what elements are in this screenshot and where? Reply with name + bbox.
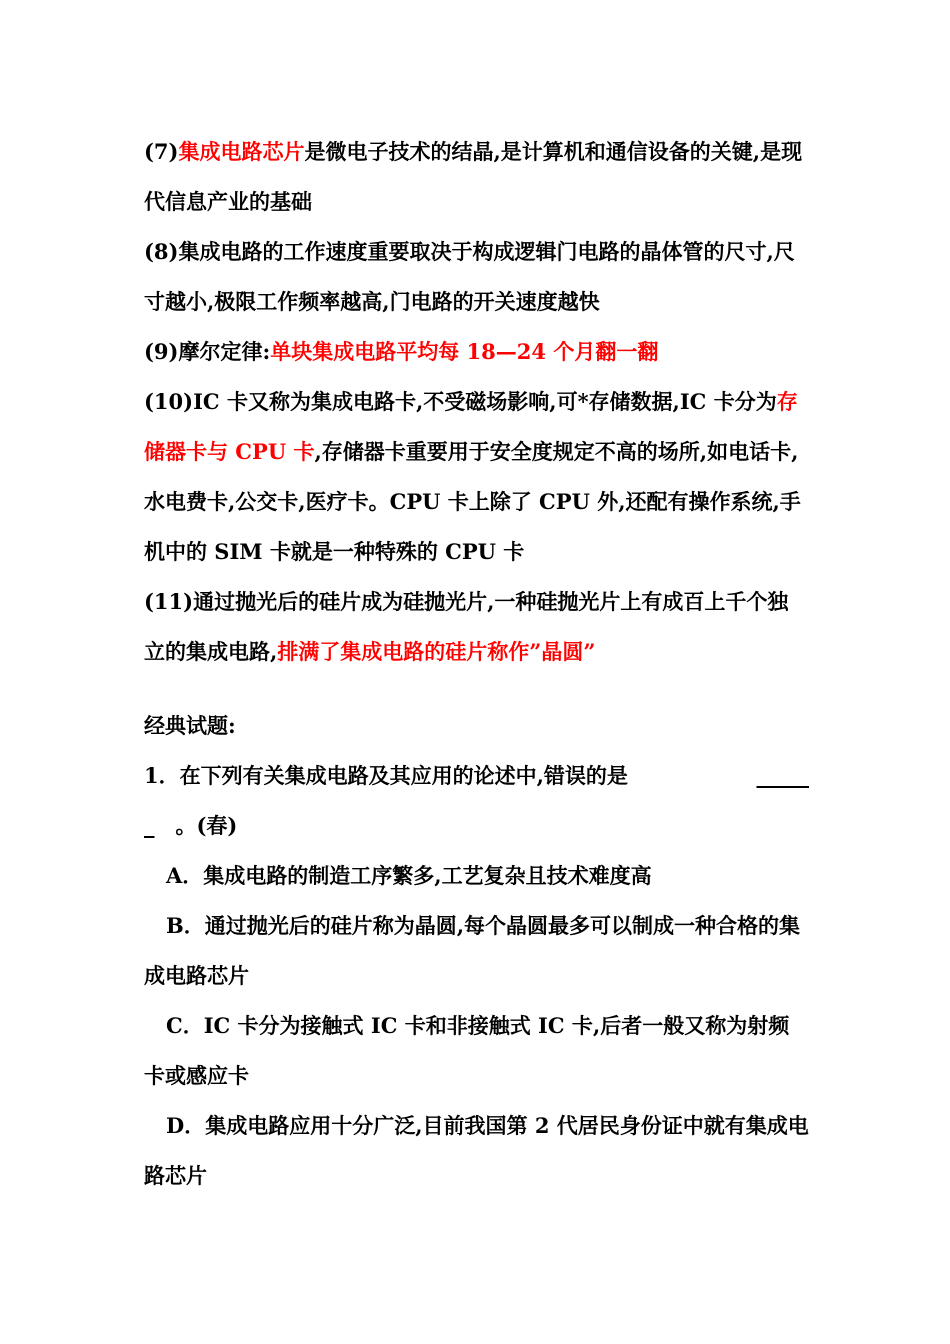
note-11 — [144, 577, 809, 677]
section-spacer — [144, 677, 809, 701]
note-9-highlight: 单块集成电路平均每 18—24 个月翻一翻 — [270, 339, 659, 364]
note-9 — [144, 327, 809, 377]
note-10 — [144, 377, 809, 577]
note-10-highlight: 存储器卡与 CPU 卡 — [144, 389, 798, 464]
question-1-tail: _ 。(春) — [144, 813, 238, 838]
question-1 — [144, 751, 809, 801]
exam-heading: 经典试题: — [144, 713, 236, 738]
option-d: D．集成电路应用十分广泛,目前我国第 2 代居民身份证中就有集成电路芯片 — [144, 1113, 809, 1188]
note-11-prefix: (11)通过抛光后的硅片成为硅抛光片,一种硅抛光片上有成百上千个独立的集成电路, — [144, 589, 789, 664]
answer-blank: _____ — [756, 763, 809, 788]
note-7-body: 是微电子技术的结晶,是计算机和通信设备的关键,是现代信息产业的基础 — [144, 139, 803, 214]
option-b: B．通过抛光后的硅片称为晶圆,每个晶圆最多可以制成一种合格的集成电路芯片 — [144, 913, 801, 988]
note-10-prefix: (10)IC 卡又称为集成电路卡,不受磁场影响,可*存储数据,IC 卡分为 — [144, 389, 777, 414]
option-c: C．IC 卡分为接触式 IC 卡和非接触式 IC 卡,后者一般又称为射频卡或感应卡 — [144, 1013, 790, 1088]
question-1-text: 1．在下列有关集成电路及其应用的论述中,错误的是 — [144, 763, 628, 788]
note-8-body: (8)集成电路的工作速度重要取决于构成逻辑门电路的晶体管的尺寸,尺寸越小,极限工作频率越高,门电路的开关速度越快 — [144, 239, 795, 314]
note-11-highlight: 排满了集成电路的硅片称作”晶圆” — [277, 639, 596, 664]
document-page — [144, 127, 809, 1201]
option-a: A．集成电路的制造工序繁多,工艺复杂且技术难度高 — [166, 863, 652, 888]
note-7 — [144, 127, 809, 227]
note-9-prefix: (9)摩尔定律: — [144, 339, 271, 364]
note-7-highlight: 集成电路芯片 — [178, 139, 305, 164]
note-7-prefix: (7) — [144, 139, 179, 164]
note-8 — [144, 227, 809, 327]
note-10-body: ,存储器卡重要用于安全度规定不高的场所,如电话卡,水电费卡,公交卡,医疗卡。CPU 卡上除了 CPU 外,还配有操作系统,手机中的 SIM 卡就是一种特殊的 CPU 卡 — [144, 439, 801, 564]
